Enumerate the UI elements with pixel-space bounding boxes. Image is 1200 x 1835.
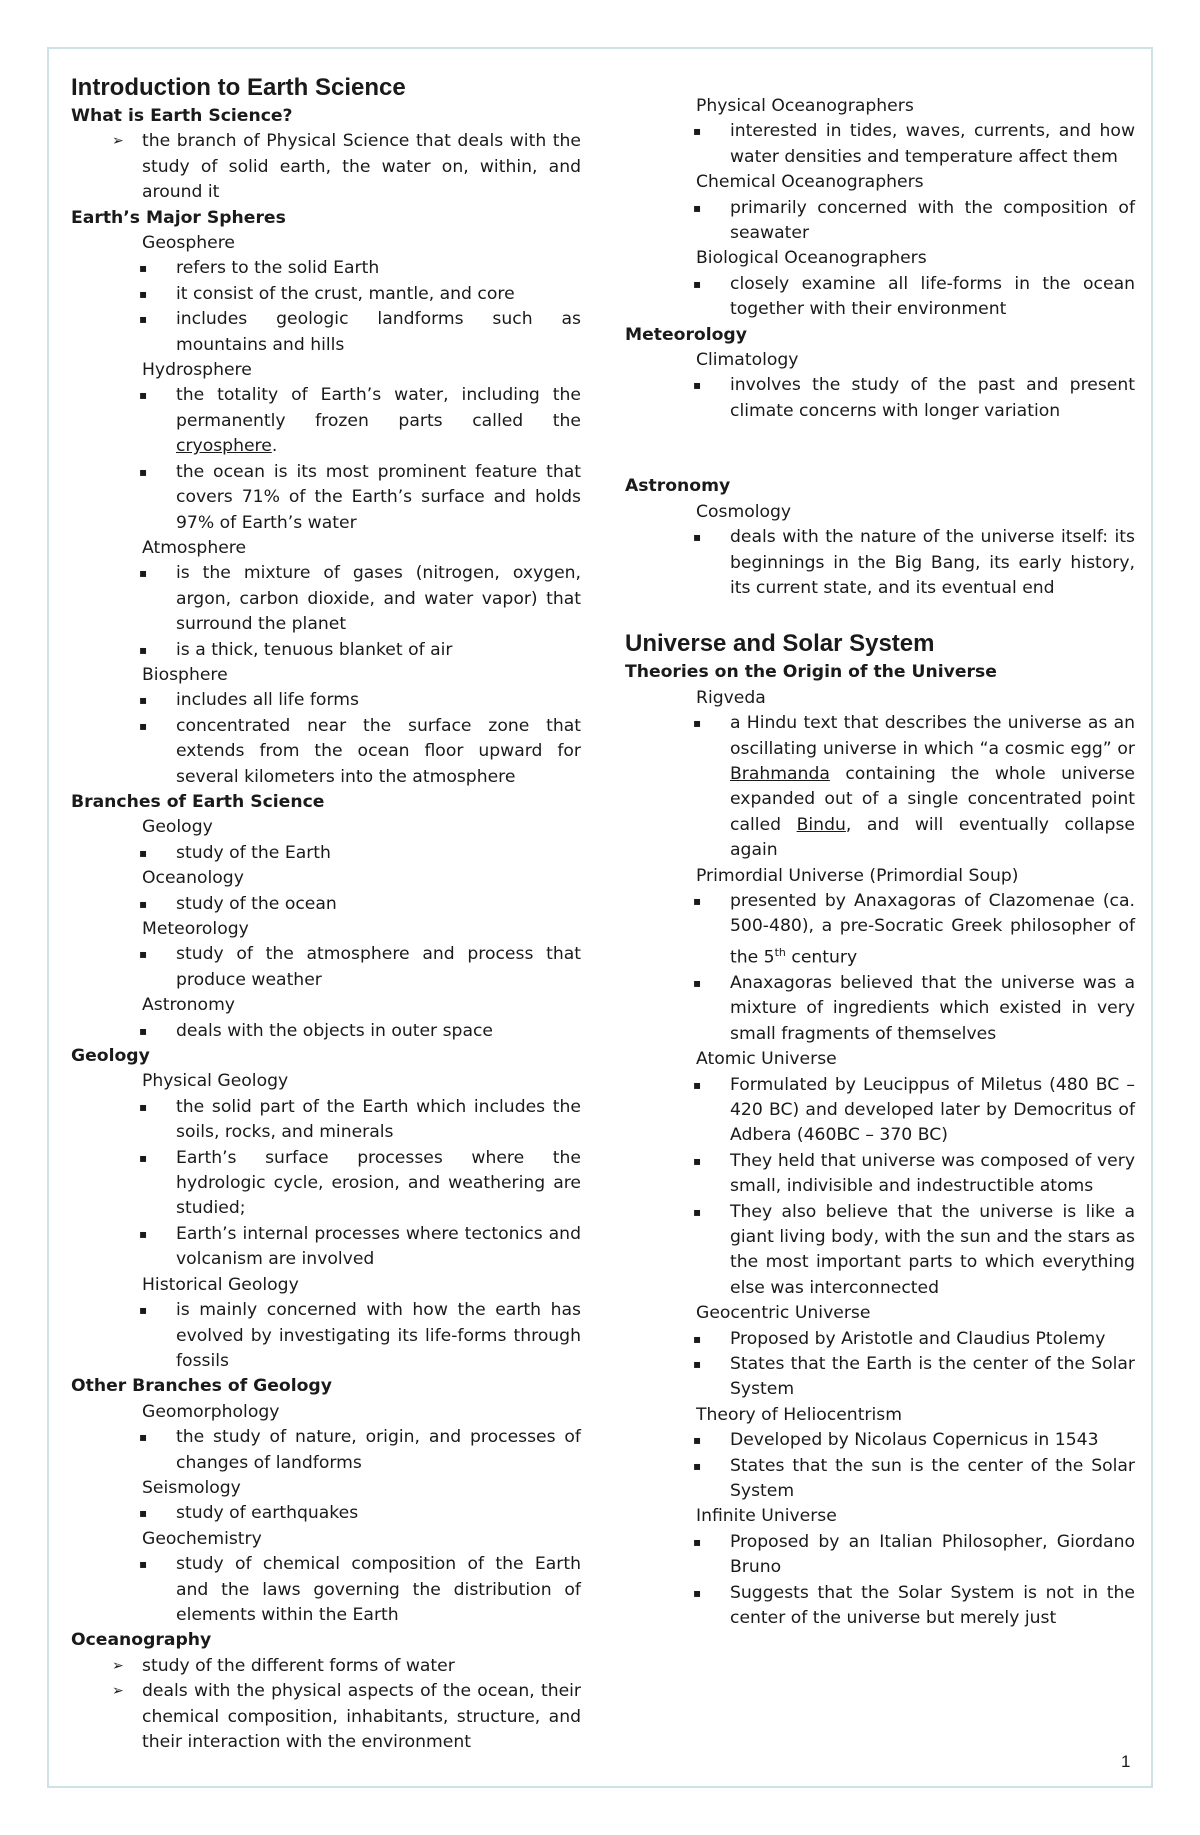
square-bullet-icon: ▪ <box>693 1331 702 1346</box>
list-item: ▪ involves the study of the past and present climate concerns with longer variation <box>625 373 1135 424</box>
right-column <box>625 94 1135 1631</box>
square-bullet-icon: ▪ <box>139 312 148 327</box>
list-item: ▪ is the mixture of gases (nitrogen, oxygen, argon, carbon dioxide, and water vapor) that surround the planet <box>71 561 581 637</box>
term-cryosphere: cryosphere <box>176 436 272 457</box>
subheading-geocentric-universe: Geocentric Universe <box>696 1303 871 1324</box>
square-bullet-icon: ▪ <box>139 1430 148 1445</box>
subheading-infinite-universe: Infinite Universe <box>696 1506 837 1527</box>
square-bullet-icon: ▪ <box>693 975 702 990</box>
square-bullet-icon: ▪ <box>139 718 148 733</box>
list-item: ▪ study of chemical composition of the Earth and the laws governing the distribution of elements within the Earth <box>71 1552 581 1628</box>
heading-meteorology: Meteorology <box>625 324 747 345</box>
list-item: ▪ presented by Anaxagoras of Clazomenae (ca. 500-480), a pre-Socratic Greek philosopher of the 5th century <box>625 889 1135 971</box>
heading-other-branches: Other Branches of Geology <box>71 1376 332 1397</box>
list-item: ▪ closely examine all life-forms in the ocean together with their environment <box>625 272 1135 323</box>
square-bullet-icon: ▪ <box>139 1150 148 1165</box>
list-item: ▪ interested in tides, waves, currents, and how water densities and temperature affect them <box>625 119 1135 170</box>
subheading-geomorphology: Geomorphology <box>142 1401 280 1422</box>
list-item: ➢ the branch of Physical Science that deals with the study of solid earth, the water on, within, and around it <box>71 129 581 205</box>
square-bullet-icon: ▪ <box>139 1023 148 1038</box>
list-item: ▪ Anaxagoras believed that the universe was a mixture of ingredients which existed in very small fragments of themselves <box>625 971 1135 1047</box>
list-item: ▪ States that the sun is the center of the Solar System <box>625 1454 1135 1505</box>
square-bullet-icon: ▪ <box>693 1534 702 1549</box>
square-bullet-icon: ▪ <box>693 1585 702 1600</box>
square-bullet-icon: ▪ <box>139 566 148 581</box>
square-bullet-icon: ▪ <box>693 1153 702 1168</box>
heading-theories: Theories on the Origin of the Universe <box>625 662 997 683</box>
heading-major-spheres: Earth’s Major Spheres <box>71 207 286 228</box>
subheading-physical-oceanographers: Physical Oceanographers <box>696 96 914 116</box>
square-bullet-icon: ▪ <box>139 896 148 911</box>
square-bullet-icon: ▪ <box>693 1433 702 1448</box>
list-item: ▪ Developed by Nicolaus Copernicus in 1543 <box>625 1428 1135 1453</box>
heading-branches: Branches of Earth Science <box>71 791 325 812</box>
list-item: ▪ it consist of the crust, mantle, and core <box>71 282 581 307</box>
list-item: ▪ States that the Earth is the center of the Solar System <box>625 1352 1135 1403</box>
square-bullet-icon: ▪ <box>693 530 702 545</box>
list-item: ▪ the study of nature, origin, and processes of changes of landforms <box>71 1425 581 1476</box>
list-item: ▪ They held that universe was composed of very small, indivisible and indestructible atoms <box>625 1149 1135 1200</box>
square-bullet-icon: ▪ <box>139 642 148 657</box>
list-item: ▪ study of the ocean <box>71 892 581 917</box>
page-number: 1 <box>1121 1752 1131 1771</box>
subheading-biosphere: Biosphere <box>142 664 228 685</box>
list-item: ▪ Earth’s surface processes where the hydrologic cycle, erosion, and weathering are studied; <box>71 1146 581 1222</box>
list-item: ▪ deals with the nature of the universe itself: its beginnings in the Big Bang, its early history, its current state, and its eventual end <box>625 525 1135 601</box>
subheading-seismology: Seismology <box>142 1477 241 1498</box>
list-item: ▪ includes all life forms <box>71 688 581 713</box>
subheading-geochemistry: Geochemistry <box>142 1528 262 1549</box>
list-item: ▪ study of the atmosphere and process that produce weather <box>71 942 581 993</box>
square-bullet-icon: ▪ <box>693 1204 702 1219</box>
square-bullet-icon: ▪ <box>693 893 702 908</box>
square-bullet-icon: ▪ <box>139 286 148 301</box>
square-bullet-icon: ▪ <box>693 124 702 139</box>
subheading-geology: Geology <box>142 817 213 838</box>
subheading-biological-oceanographers: Biological Oceanographers <box>696 248 927 269</box>
subheading-primordial-universe: Primordial Universe (Primordial Soup) <box>696 865 1019 886</box>
term-bindu: Bindu <box>796 814 846 835</box>
subheading-hydrosphere: Hydrosphere <box>142 360 252 381</box>
list-item: ▪ They also believe that the universe is like a giant living body, with the sun and the stars as the most important parts to which everything else was interconnected <box>625 1200 1135 1302</box>
list-item: ▪ Proposed by Aristotle and Claudius Ptolemy <box>625 1327 1135 1352</box>
list-item: ➢ study of the different forms of water <box>71 1654 581 1679</box>
square-bullet-icon: ▪ <box>139 1303 148 1318</box>
heading-geology: Geology <box>71 1046 150 1067</box>
list-item: ▪ Suggests that the Solar System is not in the center of the universe but merely just <box>625 1581 1135 1632</box>
list-item: ▪ deals with the objects in outer space <box>71 1019 581 1044</box>
square-bullet-icon: ▪ <box>139 845 148 860</box>
arrow-bullet-icon: ➢ <box>112 1657 124 1674</box>
subheading-rigveda: Rigveda <box>696 687 766 708</box>
square-bullet-icon: ▪ <box>139 464 148 479</box>
square-bullet-icon: ▪ <box>139 1099 148 1114</box>
subheading-oceanology: Oceanology <box>142 868 244 889</box>
square-bullet-icon: ▪ <box>139 1506 148 1521</box>
subheading-climatology: Climatology <box>696 350 799 371</box>
list-item: ▪ is a thick, tenuous blanket of air <box>71 638 581 663</box>
list-item: ▪ primarily concerned with the composition of seawater <box>625 196 1135 247</box>
subheading-historical-geology: Historical Geology <box>142 1274 299 1295</box>
list-item: ▪ concentrated near the surface zone that extends from the ocean floor upward for several kilometers into the atmosphere <box>71 714 581 790</box>
arrow-bullet-icon: ➢ <box>112 133 124 150</box>
list-item: ➢ deals with the physical aspects of the ocean, their chemical composition, inhabitants, structure, and their interaction with the environment <box>71 1679 581 1755</box>
term-brahmanda: Brahmanda <box>730 763 830 784</box>
subheading-geosphere: Geosphere <box>142 233 236 254</box>
square-bullet-icon: ▪ <box>139 261 148 276</box>
list-item: ▪ the totality of Earth’s water, including the permanently frozen parts called the cryosphere. <box>71 383 581 459</box>
subheading-astronomy: Astronomy <box>142 995 235 1016</box>
square-bullet-icon: ▪ <box>693 1458 702 1473</box>
subheading-meteorology: Meteorology <box>142 919 249 939</box>
square-bullet-icon: ▪ <box>139 388 148 403</box>
square-bullet-icon: ▪ <box>693 1077 702 1092</box>
square-bullet-icon: ▪ <box>139 1226 148 1241</box>
square-bullet-icon: ▪ <box>693 276 702 291</box>
page-title: Introduction to Earth Science <box>71 74 406 101</box>
list-item: ▪ Formulated by Leucippus of Miletus (480 BC – 420 BC) and developed later by Democritus of Adbera (460BC – 370 BC) <box>625 1073 1135 1149</box>
heading-astronomy: Astronomy <box>625 476 731 497</box>
list-item: ▪ includes geologic landforms such as mountains and hills <box>71 307 581 358</box>
arrow-bullet-icon: ➢ <box>112 1683 124 1700</box>
list-item: ▪ Proposed by an Italian Philosopher, Giordano Bruno <box>625 1530 1135 1581</box>
section-title-universe: Universe and Solar System <box>625 630 935 658</box>
list-item: ▪ a Hindu text that describes the universe as an oscillating universe in which “a cosmic egg” or Brahmanda containing the whole universe expanded out of a single concentrated point called Bindu, and will eventually collapse again <box>625 711 1135 863</box>
list-item: ▪ the solid part of the Earth which includes the soils, rocks, and minerals <box>71 1095 581 1146</box>
subheading-cosmology: Cosmology <box>696 501 792 522</box>
heading-oceanography: Oceanography <box>71 1630 212 1651</box>
subheading-atomic-universe: Atomic Universe <box>696 1049 837 1070</box>
square-bullet-icon: ▪ <box>139 947 148 962</box>
list-item: ▪ the ocean is its most prominent feature that covers 71% of the Earth’s surface and holds 97% of Earth’s water <box>71 460 581 536</box>
subheading-atmosphere: Atmosphere <box>142 537 247 558</box>
subheading-chemical-oceanographers: Chemical Oceanographers <box>696 172 924 193</box>
left-column <box>71 72 581 1755</box>
square-bullet-icon: ▪ <box>693 1357 702 1372</box>
heading-what-is-earth-science: What is Earth Science? <box>71 106 293 126</box>
square-bullet-icon: ▪ <box>693 378 702 393</box>
list-item: ▪ refers to the solid Earth <box>71 256 581 281</box>
square-bullet-icon: ▪ <box>693 200 702 215</box>
list-item: ▪ study of the Earth <box>71 841 581 866</box>
list-item: ▪ study of earthquakes <box>71 1501 581 1526</box>
list-item: ▪ is mainly concerned with how the earth has evolved by investigating its life-forms through fossils <box>71 1298 581 1374</box>
square-bullet-icon: ▪ <box>139 693 148 708</box>
list-item: ▪ Earth’s internal processes where tectonics and volcanism are involved <box>71 1222 581 1273</box>
square-bullet-icon: ▪ <box>693 716 702 731</box>
subheading-physical-geology: Physical Geology <box>142 1071 289 1092</box>
subheading-heliocentrism: Theory of Heliocentrism <box>696 1404 902 1425</box>
square-bullet-icon: ▪ <box>139 1557 148 1572</box>
